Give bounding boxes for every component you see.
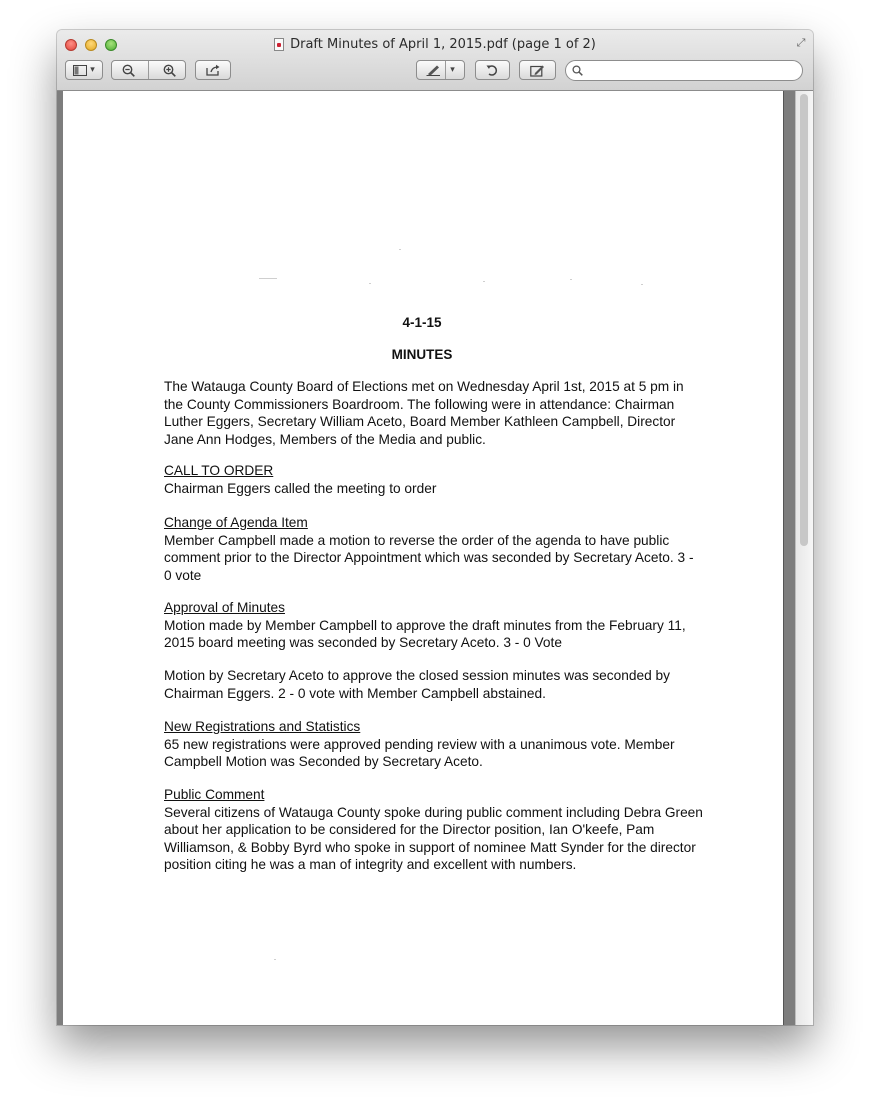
vertical-scrollbar[interactable] — [795, 91, 813, 1025]
sidebar-icon — [73, 65, 87, 76]
section-call-to-order — [164, 462, 704, 497]
section-change-of-agenda — [164, 514, 704, 584]
zoom-in-button[interactable] — [153, 64, 185, 77]
intro-paragraph: The Watauga County Board of Elections met on Wednesday April 1st, 2015 at 5 pm in the County Commissioners Boardroom. The following were in attendance: Chairman Luther Eggers, Secretary William Aceto, Board Member Kathleen Campbell, Director Jane Ann Hodges, Members of the Media and public. — [164, 379, 684, 447]
search-input[interactable] — [586, 62, 802, 80]
section-body: Motion by Secretary Aceto to approve the closed session minutes was seconded by Chairman Eggers. 2 - 0 vote with Member Campbell abstained. — [164, 668, 670, 701]
section-new-registrations — [164, 718, 704, 771]
zoom-out-icon — [122, 64, 135, 77]
section-title: New Registrations and Statistics — [164, 719, 361, 734]
scan-artifact — [570, 279, 572, 280]
zoom-in-icon — [163, 64, 176, 77]
scan-artifact — [274, 959, 276, 960]
section-title: Public Comment — [164, 787, 265, 802]
section-approval-of-minutes — [164, 599, 704, 652]
annotate-dropdown-arrow: ▾ — [450, 65, 455, 75]
toolbar-separator — [148, 61, 149, 79]
zoom-controls — [111, 60, 186, 80]
rotate-button[interactable] — [475, 60, 510, 80]
window-title-container — [57, 37, 813, 52]
pen-icon — [426, 64, 441, 76]
title-bar — [57, 30, 813, 91]
scan-artifact — [369, 283, 371, 284]
pdf-document-icon — [274, 38, 284, 51]
section-body: 65 new registrations were approved pending review with a unanimous vote. Member Campbell Motion was Seconded by Secretary Aceto. — [164, 736, 675, 769]
scan-artifact — [483, 281, 485, 282]
edit-toolbar-button[interactable] — [519, 60, 556, 80]
window-title: Draft Minutes of April 1, 2015.pdf (page 1 of 2) — [290, 37, 596, 52]
share-button[interactable] — [195, 60, 231, 80]
section-body: Motion made by Member Campbell to approve the draft minutes from the February 11, 2015 board meeting was seconded by Secretary Aceto. 3 - 0 Vote — [164, 617, 686, 650]
document-date: 4-1-15 — [402, 315, 442, 330]
pdf-page — [63, 91, 784, 1025]
section-closed-session-minutes — [164, 667, 704, 702]
section-title: Approval of Minutes — [164, 600, 285, 615]
search-icon — [572, 65, 583, 76]
scan-artifact — [641, 284, 643, 285]
edit-toolbar-icon — [530, 64, 545, 77]
sidebar-view-button[interactable] — [65, 60, 103, 80]
section-body: Member Campbell made a motion to reverse the order of the agenda to have public comment prior to the Director Appointment which was seconded by Secretary Aceto. 3 - 0 vote — [164, 532, 694, 583]
section-body: Several citizens of Watauga County spoke during public comment including Debra Green about her application to be considered for the Director position, Ian O'keefe, Pam Williamson, & Bobby Byrd who spoke in support of nominee Matt Synder for the director position citing he was a man of integrity and excellent with numbers. — [164, 804, 703, 872]
fullscreen-icon[interactable]: ⤢ — [796, 37, 806, 49]
annotate-button[interactable] — [416, 60, 465, 80]
toolbar-separator — [445, 61, 446, 79]
section-public-comment — [164, 786, 704, 874]
search-field[interactable] — [565, 60, 803, 81]
scan-artifact — [259, 278, 277, 279]
section-body: Chairman Eggers called the meeting to order — [164, 480, 437, 496]
section-title: CALL TO ORDER — [164, 463, 274, 478]
document-viewer[interactable] — [57, 91, 813, 1025]
share-icon — [206, 64, 221, 76]
document-heading: MINUTES — [391, 347, 453, 362]
zoom-out-button[interactable] — [112, 64, 144, 77]
sidebar-dropdown-arrow: ▾ — [90, 65, 95, 75]
scan-artifact — [399, 249, 401, 250]
scrollbar-thumb[interactable] — [800, 94, 808, 546]
rotate-icon — [486, 64, 499, 77]
section-title: Change of Agenda Item — [164, 515, 308, 530]
preview-window — [57, 30, 813, 1025]
